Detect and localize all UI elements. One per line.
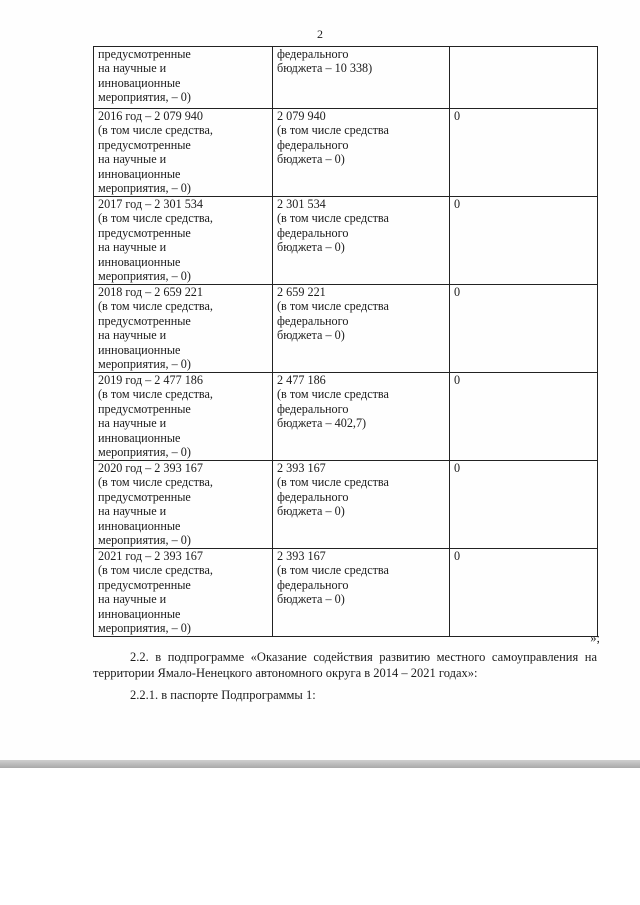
table-row	[94, 285, 598, 373]
table-cell	[450, 47, 598, 109]
table-cell: 0	[450, 109, 598, 197]
table-row	[94, 109, 598, 197]
table-row	[94, 549, 598, 637]
table-cell: 0	[450, 373, 598, 461]
table-row	[94, 461, 598, 549]
table-cell: 2 659 221 (в том числе средства федерального бюджета – 0)	[273, 285, 450, 373]
table-cell: федерального бюджета – 10 338)	[273, 47, 450, 109]
paragraph-2-2-1: 2.2.1. в паспорте Подпрограммы 1:	[130, 688, 316, 702]
paragraph-2-2: 2.2. в подпрограмме «Оказание содействия развитию местного самоуправления на территории Ямало-Ненецкого автономного округа в 2014 – 2021 годах»:	[93, 650, 597, 680]
table-cell: 2018 год – 2 659 221 (в том числе средства, предусмотренные на научные и инновационные мероприятия, – 0)	[94, 285, 273, 373]
table-cell: 0	[450, 461, 598, 549]
table-cell: 0	[450, 549, 598, 637]
table-cell: 2 393 167 (в том числе средства федерального бюджета – 0)	[273, 549, 450, 637]
table-cell: 2017 год – 2 301 534 (в том числе средства, предусмотренные на научные и инновационные мероприятия, – 0)	[94, 197, 273, 285]
table-cell: 2 301 534 (в том числе средства федерального бюджета – 0)	[273, 197, 450, 285]
table-cell: 0	[450, 197, 598, 285]
table-cell: 2 079 940 (в том числе средства федерального бюджета – 0)	[273, 109, 450, 197]
table-cell: предусмотренные на научные и инновационные мероприятия, – 0)	[94, 47, 273, 109]
table-row	[94, 197, 598, 285]
table-cell: 2 393 167 (в том числе средства федерального бюджета – 0)	[273, 461, 450, 549]
table-cell: 2016 год – 2 079 940 (в том числе средства, предусмотренные на научные и инновационные мероприятия, – 0)	[94, 109, 273, 197]
table-cell: 0	[450, 285, 598, 373]
funding-table	[93, 46, 598, 637]
table-cell: 2021 год – 2 393 167 (в том числе средства, предусмотренные на научные и инновационные мероприятия, – 0)	[94, 549, 273, 637]
closing-quote: »;	[590, 631, 600, 645]
scan-bottom-edge	[0, 760, 640, 768]
table-cell: 2020 год – 2 393 167 (в том числе средства, предусмотренные на научные и инновационные мероприятия, – 0)	[94, 461, 273, 549]
table-cell: 2019 год – 2 477 186 (в том числе средства, предусмотренные на научные и инновационные мероприятия, – 0)	[94, 373, 273, 461]
page-number: 2	[317, 27, 323, 41]
table-row	[94, 373, 598, 461]
table-cell: 2 477 186 (в том числе средства федерального бюджета – 402,7)	[273, 373, 450, 461]
table-row	[94, 47, 598, 109]
